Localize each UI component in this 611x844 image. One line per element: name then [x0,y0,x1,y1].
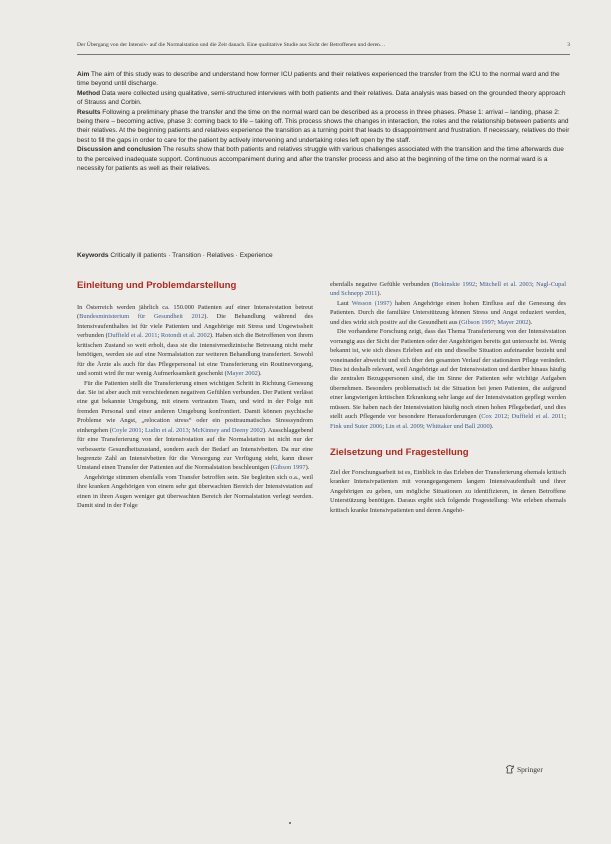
intro-paragraph-1: In Österreich werden jährlich ca. 150.000 Patienten auf einer Intensivstation betreut (Bundesministerium für Gesundheit 2012). Die Behandlung während des Intensivaufenthaltes ist für viele Patienten und Angehörige mit Stress und Ungewissheit verbunden (Duffield et al. 2011; Rotondi et al. 2002). Haben sich die Betroffenen von ihrem kritischen Zustand so weit erholt, dass sie die intensivmedizinische Betreuung nicht mehr benötigen, werden sie auf eine Normalstation zur weiteren Behandlung transferiert. Sowohl für die Ärzte als auch für das Pflegepersonal ist eine Transferierung ein Routinevorgang, und somit wird ihr nur wenig Aufmerksamkeit geschenkt (Mayer 2002). [77,304,313,378]
abstract-method [77,89,570,108]
right-column [330,280,566,515]
results-label: Results [77,108,101,116]
page-number: 3 [567,42,570,48]
citation-link[interactable]: Nagl-Cupal und Schnepp 2011 [330,281,566,298]
intro-paragraph-5: Laut Wesson (1997) haben Angehörige einen hohen Einfluss auf die Genesung des Patienten. Durch die familiäre Unterstützung können Stress und Angst reduziert werden, und dies wirkt sich positiv auf die Gesundheit aus (Gibson 1997; Mayer 2002). [330,299,566,326]
aim-text: The aim of this study was to describe and understand how former ICU patients and their relatives experienced the transfer from the ICU to the normal ward and the time beyond until discharge. [77,71,560,88]
keywords [77,251,570,260]
abstract-discussion [77,145,570,173]
citation-link[interactable]: Wesson (1997) [351,299,392,307]
publisher-logo [505,764,543,774]
abstract-results [77,108,570,146]
intro-paragraph-6: Die vorhandene Forschung zeigt, dass das Thema Transferierung von der Intensivstation vorrangig aus der Sicht der Patienten oder der Angehörigen bereits gut untersucht ist. Wenig bekannt ist, wie sich dieses Erleben auf ein und dieselbe Situation aufeinander bezieht und voneinander abweicht und sich über den gesamten Verlauf der stationären Pflege verändert. Dies ist deshalb relevant, weil Angehörige auf der Intensivstation und darüber hinaus häufig die zentralen Bezugspersonen sind, die im Sinne der Patienten sehr wichtige Aufgaben übernehmen. Besonders problematisch ist die Situation bei jenen Patienten, die aufgrund einer langwierigen kritischen Erkrankung sehr lange auf der Intensivstation gepflegt werden müssen. Sie haben nach der Intensivstation häufig noch einen hohen Pflegebedarf, und dies stellt auch Pflegende vor besondere Herausforderungen (Cox 2012; Duffield et al. 2011; Fink und Suter 2006; Lin et al. 2009; Whittaker und Ball 2000). [330,328,566,430]
citation-link[interactable]: Mayer 2002 [497,318,529,326]
running-title: Der Übergang von der Intensiv- auf die Normalstation und die Zeit danach. Eine qualitative Studie aus Sicht der Betroffenen und deren… [77,42,386,48]
intro-paragraph-4: ebenfalls negative Gefühle verbunden (Bokinskie 1992; Mitchell et al. 2003; Nagl-Cupal und Schnepp 2011). [330,281,566,298]
keywords-text: Critically ill patients · Transition · Relatives · Experience [108,252,273,259]
citation-link[interactable]: Bundesministerium für Gesundheit 2012 [79,313,205,321]
citation-link[interactable]: Gibson 1997 [461,318,495,326]
method-text: Data were collected using qualitative, semi-structured interviews with both patients and their relatives. Data analysis was based on the grounded theory approach of Strauss and Corbin. [77,89,566,107]
header-divider [77,54,570,55]
citation-link[interactable]: Whittaker und Ball 2000 [426,422,490,430]
aim-label: Aim [77,71,90,78]
citation-link[interactable]: Cox 2012 [481,413,508,421]
citation-link[interactable]: McKinney and Deeny 2002 [192,426,263,434]
section-heading-objectives: Zielsetzung und Fragestellung [330,447,469,458]
results-text: Following a preliminary phase the transfer and the time on the normal ward can be described as a process in three phases. Phase 1: arrival – landing, phase 2: being there – becoming active, phase 3: coming back to life – taking off. This process shows the changes in interaction, the roles and the relationship between patients and their relatives. At the beginning patients and relatives experience the transition as a turning point that leads to disappointment and frustration. If necessary, relatives do their best to fill the gaps in order to care for the patient by actively intervening and undertaking roles left open by the staff. [77,108,570,144]
citation-link[interactable]: Ludin et al. 2013 [144,426,189,434]
left-column [77,280,313,511]
intro-paragraph-3: Angehörige stimmen ebenfalls vom Transfer betroffen sein. Sie begleiten sich o.a., weil ihre kranken Angehörigen von einem sehr gut überwachten Bereich der Intensivstation auf einen in ihren Augen weniger gut überwachten Bereich der Normalstation verlegt werden. Damit sind in der Folge [77,473,313,510]
citation-link[interactable]: Bokinskie 1992 [434,281,476,288]
method-label: Method [77,89,101,97]
intro-paragraph-2: Für die Patienten stellt die Transferierung einen wichtigen Schritt in Richtung Genesung dar. Sie ist aber auch mit verschiedenen negativen Gefühlen verbunden. Der Patient verlässt eine gut bekannte Umgebung, mit einem vertrauten Team, und wird in der Folge mit fremden Personal und einer anderen Umgebung konfrontiert. Damit können psychische Probleme wie Angst, „relocation stress“ oder ein posttraumatisches Stresssyndrom einhergehen (Coyle 2001; Ludin et al. 2013; McKinney and Deeny 2002). Ausschlaggebend für eine Transferierung von der Intensivstation auf die Normalstation ist nicht nur der verbesserte Gesundheitszustand, sondern auch der Bedarf an Intensivbetten. Da nur eine begrenzte Zahl an Intensivbetten für die Versorgung zur Verfügung steht, kann dieser Umstand einen Transfer der Patienten auf die Normalstation beschleunigen (Gibson 1997). [77,379,314,472]
citation-link[interactable]: Rotondi et al. 2002 [160,332,210,340]
keywords-label: Keywords [77,252,109,259]
discussion-label: Discussion and conclusion [77,146,162,154]
english-abstract [77,70,570,173]
section-heading-introduction: Einleitung und Problemdarstellung [77,280,237,291]
discussion-text: The results show that both patients and relatives struggle with various challenges associated with the transition and the time afterwards due to the perceived inadequate support. Continuous accompaniment during and after the transfer process and also at the beginning of the time on the normal ward is a necessity for patients as well as their relatives. [77,146,564,173]
citation-link[interactable]: Gibson 1997 [272,464,306,472]
citation-link[interactable]: Mayer 2002 [226,370,258,378]
citation-link[interactable]: Fink und Suter 2006 [330,422,383,430]
page-speck [289,822,291,824]
citation-link[interactable]: Duffield et al. 2011 [107,332,158,340]
publisher-name: Springer [517,764,543,774]
citation-link[interactable]: Duffield et al. 2011 [511,413,565,421]
citation-link[interactable]: Mitchell et al. 2003 [479,281,532,288]
citation-link[interactable]: Lin et al. 2009 [385,422,424,430]
springer-horse-icon [505,764,515,774]
running-header [77,41,570,49]
abstract-aim [77,70,570,89]
objectives-paragraph: Ziel der Forschungsarbeit ist es, Einblick in das Erleben der Transferierung ehemals kritisch kranker Intensivpatienten mit vorangegangenem langem Intensivaufenthalt und ihrer Angehörigen zu geben, um mögliche Situationen zu identifizieren, in denen Betroffene Unterstützung benötigen. Daraus ergibt sich folgende Fragestellung: Wie erleben ehemals kritisch kranke Intensivpatienten und deren Angehö- [330,469,566,514]
citation-link[interactable]: Coyle 2001 [111,426,142,434]
